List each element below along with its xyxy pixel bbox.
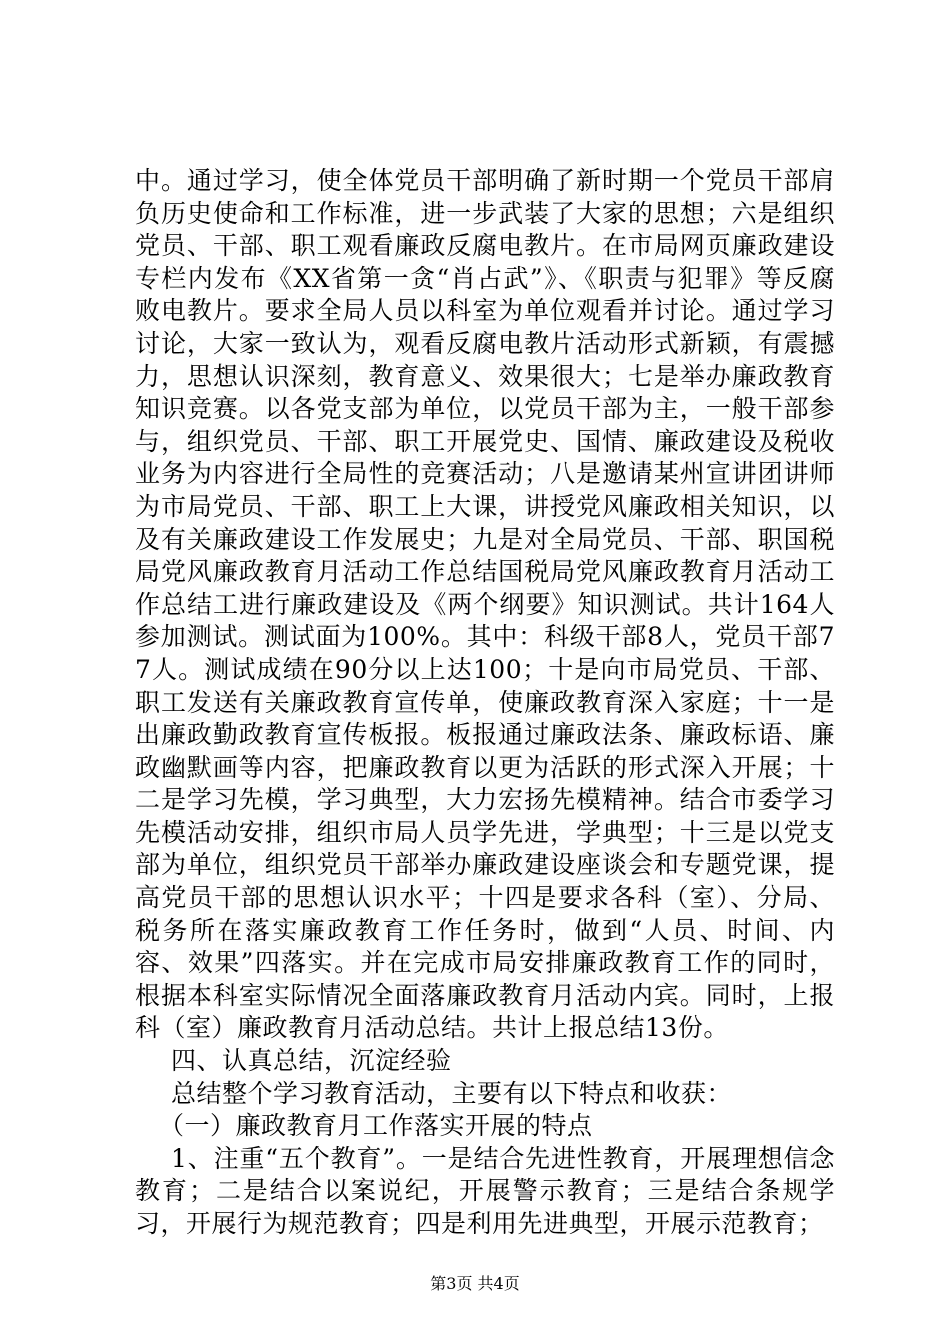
section-heading: 四、认真总结，沉淀经验 (171, 1046, 452, 1076)
page-footer: 第3页 共4页 (430, 1274, 520, 1293)
body-paragraph-summary: 总结整个学习教育活动，主要有以下特点和收获： (171, 1078, 733, 1108)
subsection-heading: （一）廉政教育月工作落实开展的特点 (159, 1111, 593, 1141)
body-paragraph-item: 1、注重“五个教育”。一是结合先进性教育，开展理想信念教育；二是结合以案说纪，开展警示教育；三是结合条规学习，开展行为规范教育；四是利用先进典型，开展示范教育； (135, 1143, 835, 1238)
body-paragraph-continued: 中。通过学习，使全体党员干部明确了新时期一个党员干部肩负历史使命和工作标准，进一步武装了大家的思想；六是组织党员、干部、职工观看廉政反腐电教片。在市局网页廉政建设专栏内发布《XX省第一贪“肖占武”》、《职责与犯罪》等反腐败电教片。要求全局人员以科室为单位观看并讨论。通过学习讨论，大家一致认为，观看反腐电教片活动形式新颖，有震撼力，思想认识深刻，教育意义、效果很大；七是举办廉政教育知识竞赛。以各党支部为单位，以党员干部为主，一般干部参与，组织党员、干部、职工开展党史、国情、廉政建设及税收业务为内容进行全局性的竞赛活动；八是邀请某州宣讲团讲师为市局党员、干部、职工上大课，讲授党风廉政相关知识，以及有关廉政建设工作发展史；九是对全局党员、干部、职国税局党风廉政教育月活动工作总结国税局党风廉政教育月活动工作总结工进行廉政建设及《两个纲要》知识测试。共计164人参加测试。测试面为100%。其中：科级干部8人，党员干部77人。测试成绩在90分以上达100；十是向市局党员、干部、职工发送有关廉政教育宣传单，使廉政教育深入家庭；十一是出廉政勤政教育宣传板报。板报通过廉政法条、廉政标语、廉政幽默画等内容，把廉政教育以更为活跃的形式深入开展；十二是学习先模，学习典型，大力宏扬先模精神。结合市委学习先模活动安排，组织市局人员学先进，学典型；十三是以党支部为单位，组织党员干部举办廉政建设座谈会和专题党课，提高党员干部的思想认识水平；十四是要求各科（室）、分局、税务所在落实廉政教育工作任务时，做到“人员、时间、内容、效果”四落实。并在完成市局安排廉政教育工作的同时，根据本科室实际情况全面落廉政教育月活动内宾。同时，上报科（室）廉政教育月活动总结。共计上报总结13份。 (135, 166, 835, 1043)
document-body (135, 165, 835, 1241)
